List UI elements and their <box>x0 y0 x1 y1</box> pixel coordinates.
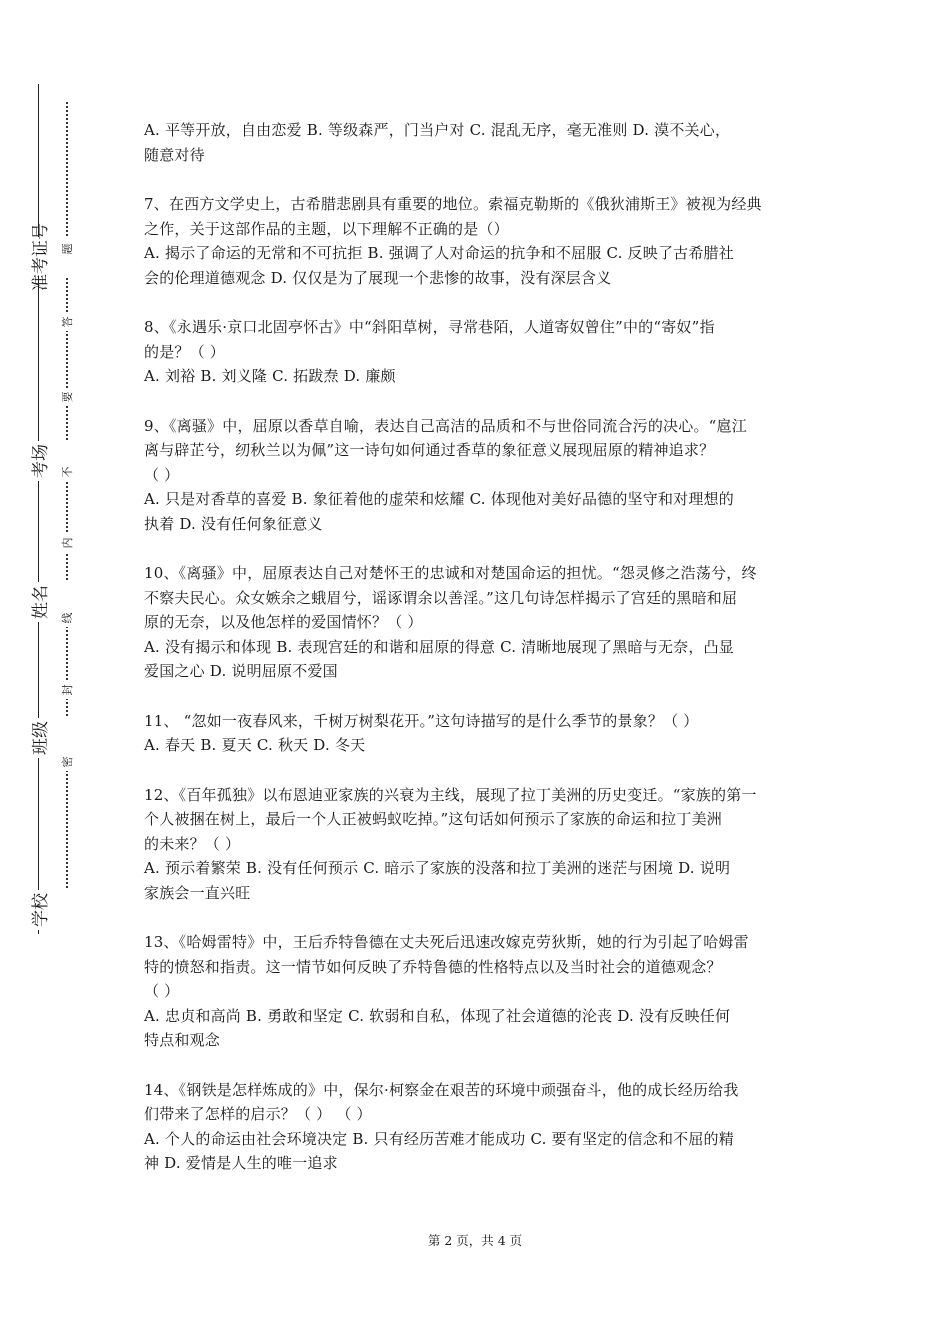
question-10 <box>144 561 812 684</box>
seal-char: 封 <box>58 681 76 699</box>
question-line: 12、《百年孤独》以布恩迪亚家族的兴衰为主线，展现了拉丁美洲的历史变迁。“家族的第一 <box>144 785 757 804</box>
seal-char: 内 <box>58 534 76 552</box>
question-line: 爱国之心 D. 说明屈原不爱国 <box>144 662 338 680</box>
question-line: 家族会一直兴旺 <box>144 883 251 902</box>
question-line: 离与辟芷兮，纫秋兰以为佩”这一诗句如何通过香草的象征意义展现屈原的精神追求？ <box>144 441 715 459</box>
question-line: 随意对待 <box>144 145 205 164</box>
exam-room-label: 考场 <box>8 441 68 481</box>
question-line: A. 春天 B. 夏天 C. 秋天 D. 冬天 <box>144 736 366 754</box>
question-line: 7、在西方文学史上，古希腊悲剧具有重要的地位。索福克勒斯的《俄狄浦斯王》被视为经典 <box>144 195 762 213</box>
question-14 <box>144 1078 812 1176</box>
question-line: A. 刘裕 B. 刘义隆 C. 拓跋焘 D. 廉颇 <box>144 367 396 385</box>
question-line: 的未来？（ ） <box>144 834 241 853</box>
question-8 <box>144 315 812 389</box>
binding-margin <box>0 0 110 1344</box>
question-line: 执着 D. 没有任何象征意义 <box>144 514 323 533</box>
question-line: 8、《永遇乐·京口北固亭怀古》中“斜阳草树，寻常巷陌，人道寄奴曾住”中的“寄奴”指 <box>144 318 715 336</box>
class-label: 班级 <box>8 718 68 758</box>
question-9 <box>144 414 812 537</box>
question-line: 会的伦理道德观念 D. 仅仅是为了展现一个悲惨的故事，没有深层含义 <box>144 268 612 287</box>
question-line: A. 只是对香草的喜爱 B. 象征着他的虚荣和炫耀 C. 体现他对美好品德的坚守和对理想的 <box>144 490 734 508</box>
seal-char: 题 <box>58 240 76 258</box>
question-list <box>144 118 812 1201</box>
binding-solid-line <box>38 84 39 934</box>
question-11 <box>144 709 812 758</box>
question-6-options <box>144 118 812 167</box>
question-line: A. 揭示了命运的无常和不可抗拒 B. 强调了人对命运的抗争和不屈服 C. 反映了古希腊社 <box>144 244 734 262</box>
exam-number-label: 准考证号 <box>8 237 68 277</box>
question-line: 们带来了怎样的启示？（ ） （ ） <box>144 1105 372 1123</box>
question-line: 神 D. 爱情是人生的唯一追求 <box>144 1154 338 1172</box>
question-12 <box>144 783 812 906</box>
question-13 <box>144 930 812 1053</box>
question-line: A. 忠贞和高尚 B. 勇敢和坚定 C. 软弱和自私，体现了社会道德的沦丧 D. 没有反映任何 <box>144 1006 731 1025</box>
seal-char: 不 <box>58 463 76 481</box>
page-number: 第 2 页，共 4 页 <box>427 1233 523 1248</box>
question-line: A. 平等开放，自由恋爱 B. 等级森严，门当户对 C. 混乱无序，毫无准则 D. 漠不关心， <box>144 121 731 139</box>
question-line: 特点和观念 <box>144 1031 221 1049</box>
question-line: A. 预示着繁荣 B. 没有任何预示 C. 暗示了家族的没落和拉丁美洲的迷茫与困境 D. 说明 <box>144 859 731 877</box>
question-line: 原的无奈，以及他怎样的爱国情怀？（ ） <box>144 613 423 631</box>
question-line: 11、 “忽如一夜春风来，千树万树梨花开。”这句诗描写的是什么季节的景象？（ ） <box>144 711 699 730</box>
question-line: （ ） <box>144 982 180 1000</box>
question-line: 9、《离骚》中，屈原以香草自喻，表达自己高洁的品质和不与世俗同流合污的决心。“扈江 <box>144 416 747 435</box>
school-label: 学校 <box>8 890 68 930</box>
question-line: 不察夫民心。众女嫉余之蛾眉兮，谣诼谓余以善淫。”这几句诗怎样揭示了宫廷的黑暗和屈 <box>144 588 738 607</box>
question-line: 13、《哈姆雷特》中，王后乔特鲁德在丈夫死后迅速改嫁克劳狄斯，她的行为引起了哈姆雷 <box>144 933 749 951</box>
question-7 <box>144 192 812 290</box>
question-line: 特的愤怒和指责。这一情节如何反映了乔特鲁德的性格特点以及当时社会的道德观念？ <box>144 957 722 976</box>
question-line: 10、《离骚》中，屈原表达自己对楚怀王的忠诚和对楚国命运的担忧。“怨灵修之浩荡兮，终 <box>144 564 757 582</box>
name-label: 姓名 <box>8 582 68 622</box>
question-line: 14、《钢铁是怎样炼成的》中，保尔·柯察金在艰苦的环境中顽强奋斗，他的成长经历给我 <box>144 1080 739 1099</box>
seal-char: 要 <box>58 388 76 406</box>
seal-char: 答 <box>58 313 76 331</box>
question-line: （ ） <box>144 465 180 484</box>
question-line: 个人被捆在树上，最后一个人正被蚂蚁吃掉。”这句话如何预示了家族的命运和拉丁美洲 <box>144 810 722 828</box>
seal-char: 线 <box>58 609 76 627</box>
question-line: A. 没有揭示和体现 B. 表现宫廷的和谐和屈原的得意 C. 清晰地展现了黑暗与无奈，凸显 <box>144 637 734 656</box>
question-line: 的是？（ ） <box>144 342 225 361</box>
question-line: 之作，关于这部作品的主题，以下理解不正确的是（） <box>144 219 509 238</box>
seal-dotted-line <box>66 102 68 908</box>
question-line: A. 个人的命运由社会环境决定 B. 只有经历苦难才能成功 C. 要有坚定的信念和不屈的精 <box>144 1129 734 1148</box>
seal-char: 密 <box>58 753 76 771</box>
